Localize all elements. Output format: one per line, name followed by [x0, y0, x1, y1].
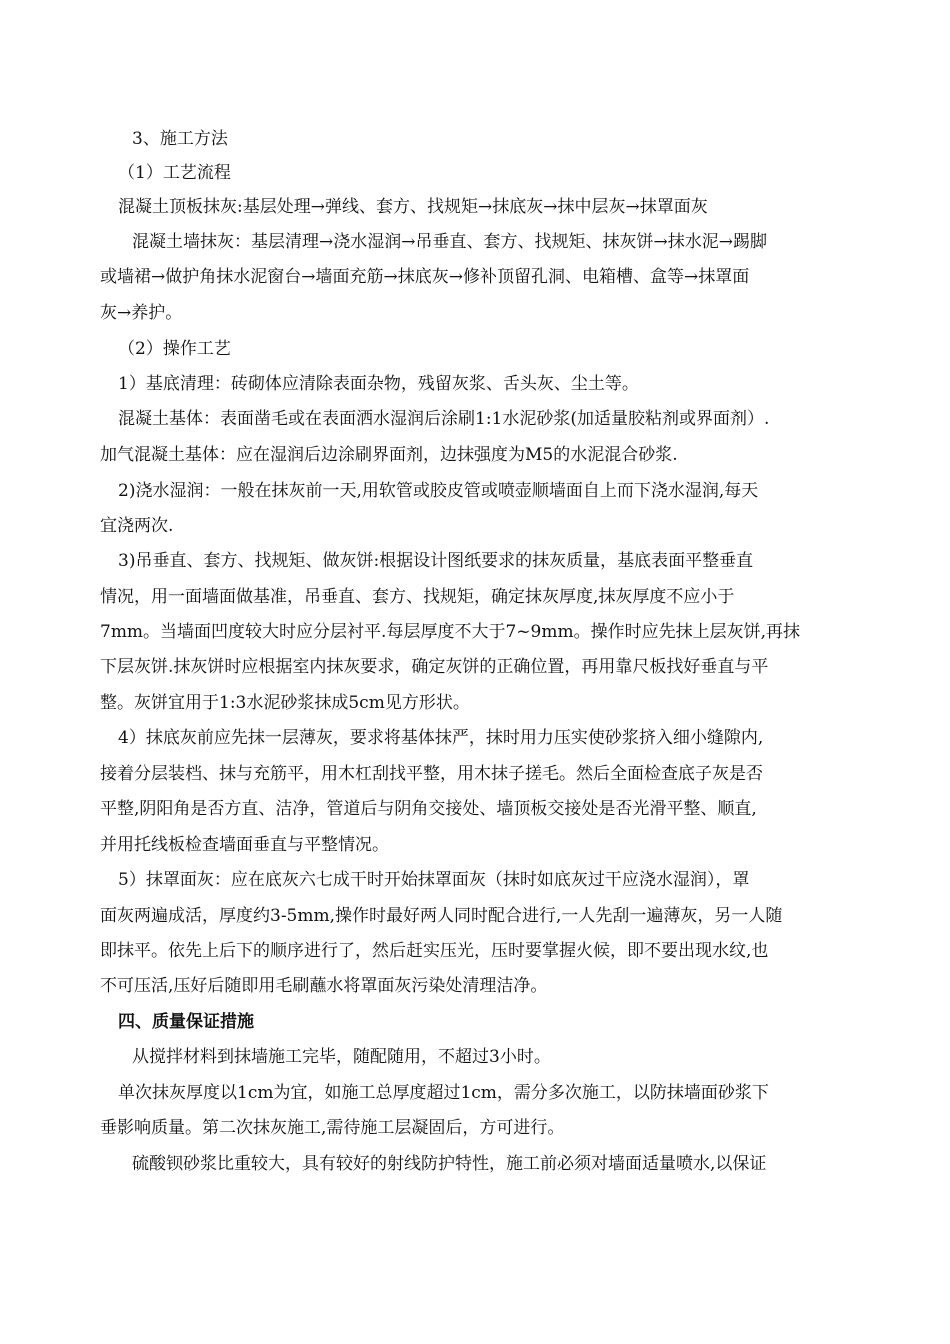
- paragraph-line: 2)浇水湿润：一般在抹灰前一天,用软管或胶皮管或喷壶顺墙面自上而下浇水湿润,每天: [118, 481, 759, 501]
- paragraph-line: 硫酸钡砂浆比重较大，具有较好的射线防护特性，施工前必须对墙面适量喷水,以保证: [132, 1154, 767, 1174]
- subheading-process-flow: （1）工艺流程: [118, 163, 231, 183]
- paragraph-line: 3)吊垂直、套方、找规矩、做灰饼:根据设计图纸要求的抹灰质量，基底表面平整垂直: [118, 551, 754, 571]
- paragraph-line: 垂影响质量。第二次抹灰施工,需待施工层凝固后，方可进行。: [100, 1118, 565, 1138]
- section-heading-construction-method: 3、施工方法: [132, 129, 228, 149]
- paragraph-line: 从搅拌材料到抹墙施工完毕，随配随用，不超过3小时。: [132, 1047, 551, 1067]
- section-heading-quality-assurance: 四、质量保证措施: [118, 1012, 254, 1032]
- paragraph-line: 混凝土墙抹灰：基层清理→浇水湿润→吊垂直、套方、找规矩、抹灰饼→抹水泥→踢脚: [132, 232, 767, 252]
- paragraph-line: 1）基底清理：砖砌体应清除表面杂物，残留灰浆、舌头灰、尘土等。: [118, 374, 639, 394]
- paragraph-line: 单次抹灰厚度以1cm为宜，如施工总厚度超过1cm，需分多次施工，以防抹墙面砂浆下: [118, 1083, 769, 1103]
- paragraph-line: 面灰两遍成活，厚度约3-5mm,操作时最好两人同时配合进行,一人先刮一遍薄灰，另一人随: [100, 906, 783, 926]
- paragraph-line: 7mm。当墙面凹度较大时应分层衬平.每层厚度不大于7~9mm。操作时应先抹上层灰饼,再抹: [100, 622, 800, 642]
- paragraph-line: 4）抹底灰前应先抹一层薄灰，要求将基体抹严，抹时用力压实使砂浆挤入细小缝隙内,: [118, 728, 764, 748]
- paragraph-line: 混凝土顶板抹灰:基层处理→弹线、套方、找规矩→抹底灰→抹中层灰→抹罩面灰: [118, 197, 708, 217]
- paragraph-line: 平整,阴阳角是否方直、洁净，管道后与阴角交接处、墙顶板交接处是否光滑平整、顺直,: [100, 799, 757, 819]
- paragraph-line: 并用托线板检查墙面垂直与平整情况。: [100, 835, 389, 855]
- paragraph-line: 情况，用一面墙面做基准，吊垂直、套方、找规矩，确定抹灰厚度,抹灰厚度不应小于: [100, 587, 735, 607]
- paragraph-line: 5）抹罩面灰：应在底灰六七成干时开始抹罩面灰（抹时如底灰过干应浇水湿润），罩: [118, 870, 750, 890]
- paragraph-line: 混凝土基体：表面凿毛或在表面洒水湿润后涂刷1:1水泥砂浆(加适量胶粘剂或界面剂）.: [118, 409, 770, 429]
- paragraph-line: 整。灰饼宜用于1:3水泥砂浆抹成5cm见方形状。: [100, 693, 470, 713]
- paragraph-line: 或墙裙→做护角抹水泥窗台→墙面充筋→抹底灰→修补顶留孔洞、电箱槽、盒等→抹罩面: [100, 267, 750, 287]
- subheading-operation-process: （2）操作工艺: [118, 339, 231, 359]
- paragraph-line: 宜浇两次.: [100, 516, 174, 536]
- paragraph-line: 即抹平。依先上后下的顺序进行了，然后赶实压光，压时要掌握火候，即不要出现水纹,也: [100, 941, 769, 961]
- paragraph-line: 不可压活,压好后随即用毛刷蘸水将罩面灰污染处清理洁净。: [100, 976, 548, 996]
- paragraph-line: 灰→养护。: [100, 303, 183, 323]
- paragraph-line: 加气混凝土基体：应在湿润后边涂刷界面剂，边抹强度为M5的水泥混合砂浆.: [100, 445, 678, 465]
- paragraph-line: 接着分层装档、抹与充筋平，用木杠刮找平整，用木抹子搓毛。然后全面检查底子灰是否: [100, 764, 763, 784]
- paragraph-line: 下层灰饼.抹灰饼时应根据室内抹灰要求，确定灰饼的正确位置，再用靠尺板找好垂直与平: [100, 657, 769, 677]
